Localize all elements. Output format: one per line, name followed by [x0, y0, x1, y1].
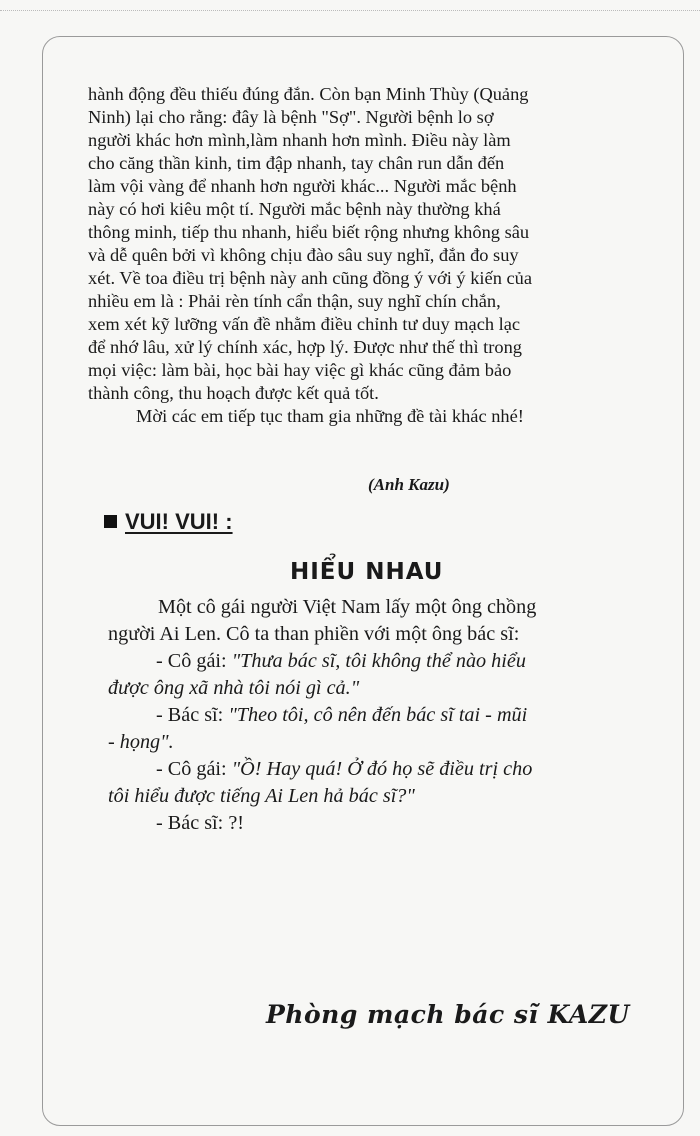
story-body [108, 594, 668, 837]
speaker: - Cô gái: [156, 650, 232, 672]
square-bullet-icon [104, 515, 117, 528]
article-line: nhiều em là : Phải rèn tính cẩn thận, suy nghĩ chín chắn, [88, 291, 501, 311]
article-line: làm vội vàng để nhanh hơn người khác... Người mắc bệnh [88, 176, 517, 196]
article-line: xét. Về toa điều trị bệnh này anh cũng đồng ý với ý kiến của [88, 268, 533, 288]
quote: được ông xã nhà tôi nói gì cả." [108, 677, 360, 699]
speaker: - Cô gái: [156, 758, 232, 780]
dialogue-line [108, 702, 668, 729]
article-closing: Mời các em tiếp tục tham gia những đề tài khác nhé! [136, 406, 524, 426]
section-heading [104, 509, 233, 535]
quote: tôi hiểu được tiếng Ai Len hả bác sĩ?" [108, 785, 415, 807]
dialogue-line: - Bác sĩ: ?! [156, 812, 245, 834]
section-heading-text: VUI! VUI! : [125, 509, 233, 534]
article-line: xem xét kỹ lưỡng vấn đề nhằm điều chỉnh tư duy mạch lạc [88, 314, 521, 334]
speaker: - Bác sĩ: [156, 704, 229, 726]
story-line: Một cô gái người Việt Nam lấy một ông chồng [158, 596, 537, 618]
article-body [88, 83, 666, 428]
dialogue-line [108, 756, 668, 783]
article-line: người khác hơn mình,làm nhanh hơn mình. Điều này làm [88, 130, 511, 150]
article-line: để nhớ lâu, xử lý chính xác, hợp lý. Được như thế thì trong [88, 337, 522, 357]
article-signature: (Anh Kazu) [368, 475, 450, 494]
article-line: thông minh, tiếp thu nhanh, hiểu biết rộng nhưng không sâu [88, 222, 530, 242]
story-line: người Ai Len. Cô ta than phiền với một ông bác sĩ: [108, 623, 520, 645]
article-line: thành công, thu hoạch được kết quả tốt. [88, 383, 379, 403]
dialogue-line [108, 729, 668, 756]
dialogue-line [108, 675, 668, 702]
quote: "Thưa bác sĩ, tôi không thể nào hiểu [231, 650, 526, 672]
quote: - họng". [108, 731, 174, 753]
article-line: hành động đều thiếu đúng đắn. Còn bạn Minh Thùy (Quảng [88, 84, 529, 104]
article-line: mọi việc: làm bài, học bài hay việc gì khác cũng đảm bảo [88, 360, 512, 380]
article-line: Ninh) lại cho rằng: đây là bệnh "Sợ". Người bệnh lo sợ [88, 107, 494, 127]
top-edge [0, 0, 700, 11]
article-line: này có hơi kiêu một tí. Người mắc bệnh này thường khá [88, 199, 501, 219]
dialogue-line [108, 648, 668, 675]
article-line: và dễ quên bởi vì không chịu đào sâu suy nghĩ, đắn đo suy [88, 245, 519, 265]
clinic-footer: Phòng mạch bác sĩ KAZU [266, 1000, 630, 1029]
quote: "Ồ! Hay quá! Ở đó họ sẽ điều trị cho [231, 758, 533, 780]
story-title: HIỂU NHAU [290, 559, 444, 585]
dialogue-line [108, 783, 668, 810]
article-line: cho căng thần kinh, tim đập nhanh, tay chân run dẫn đến [88, 153, 505, 173]
quote: "Theo tôi, cô nên đến bác sĩ tai - mũi [228, 704, 528, 726]
